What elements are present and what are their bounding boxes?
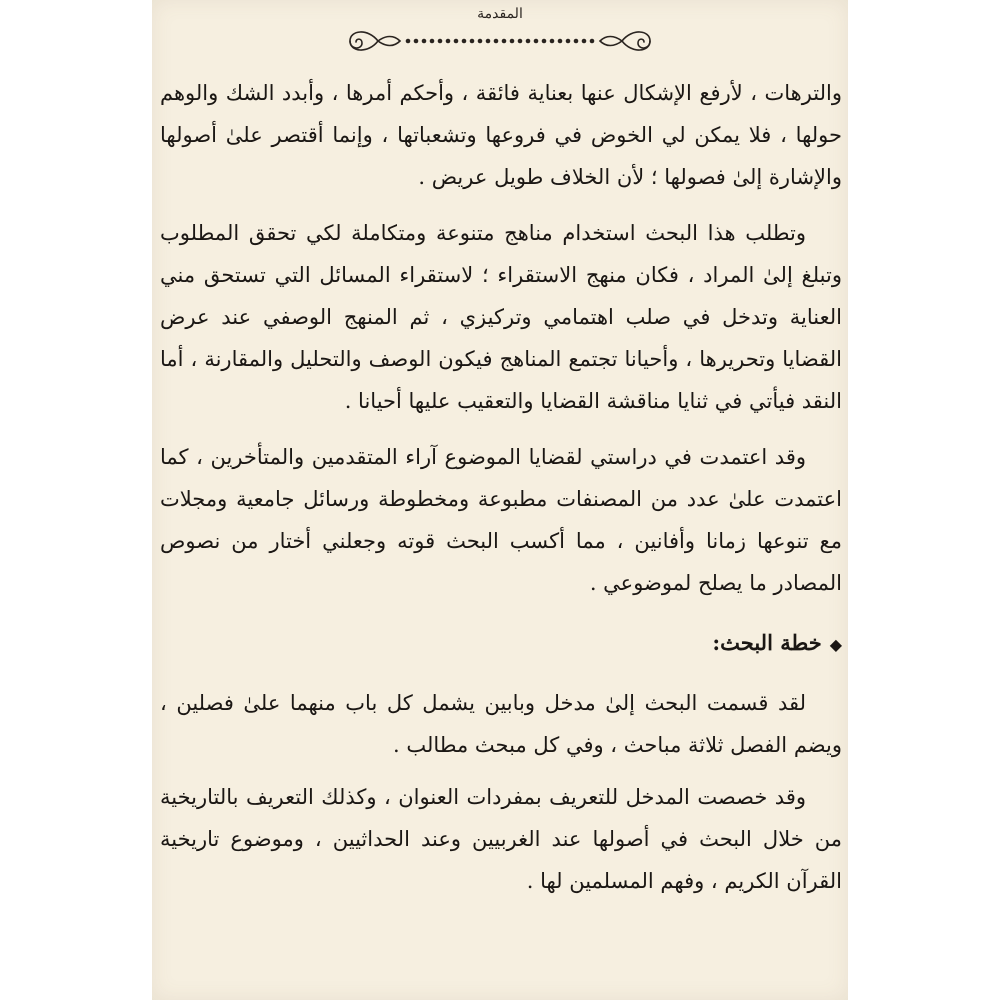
paragraph: وتطلب هذا البحث استخدام مناهج متنوعة ومتكاملة لكي تحقق المطلوب وتبلغ إلىٰ المراد ، فكان منهج الاستقراء ؛ لاستقراء المسائل التي تستحق مني العناية وتدخل في صلب اهتمامي وتركيزي ، ثم المنهج الوصفي عند عرض القضايا وتحريرها ، وأحيانا تجتمع المناهج فيكون الوصف والتحليل والمقارنة ، أما النقد فيأتي في ثنايا مناقشة القضايا والتعقيب عليها أحيانا . [160,221,842,413]
paragraph: وقد اعتمدت في دراستي لقضايا الموضوع آراء المتقدمين والمتأخرين ، كما اعتمدت علىٰ عدد من المصنفات مطبوعة ومخطوطة ورسائل جامعية ومجلات مع تنوعها زمانا وأفانين ، مما أكسب البحث قوته وجعلني أختار من نصوص المصادر ما يصلح لموضوعي . [160,445,842,595]
page-header [152,0,848,62]
diamond-bullet-icon: ◆ [829,635,842,654]
paragraph: وقد خصصت المدخل للتعريف بمفردات العنوان ، وكذلك التعريف بالتاريخية من خلال البحث في أصولها عند الغربيين وعند الحداثيين ، وموضوع تاريخية القرآن الكريم ، وفهم المسلمين لها . [160,785,842,893]
section-heading [160,622,842,666]
section-heading-text: خطة البحث: [712,630,822,655]
paragraph: والترهات ، لأرفع الإشكال عنها بعناية فائقة ، وأحكم أمرها ، وأبدد الشك والوهم حولها ، فلا يمكن لي الخوض في فروعها وتشعباتها ، وإنما أقتصر علىٰ أصولها والإشارة إلىٰ فصولها ؛ لأن الخلاف طويل عريض . [160,81,842,189]
paragraph: لقد قسمت البحث إلىٰ مدخل وبابين يشمل كل باب منهما علىٰ فصلين ، ويضم الفصل ثلاثة مباحث ، وفي كل مبحث مطالب . [160,691,842,757]
page-body [160,72,842,916]
ornament-divider-icon [342,24,658,58]
header-title: المقدمة [477,6,523,22]
book-page [152,0,848,1000]
